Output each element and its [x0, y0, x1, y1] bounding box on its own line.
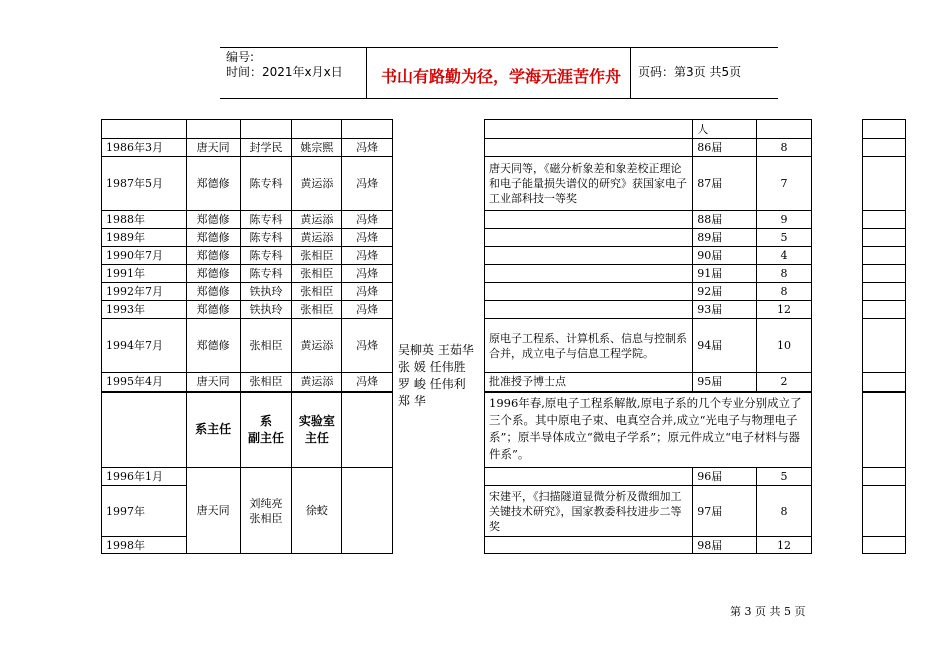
empty-cell — [863, 283, 906, 301]
event-cell — [485, 120, 693, 139]
grade-cell: 91届 — [693, 265, 757, 283]
event-cell — [485, 468, 693, 486]
deputy-cell: 陈专科 — [240, 229, 292, 247]
director-cell: 郑德修 — [186, 229, 240, 247]
lab-director-cell: 张相臣 — [292, 283, 342, 301]
deputy-cell: 铁执玲 — [240, 301, 292, 319]
grade-cell: 93届 — [693, 301, 757, 319]
count-cell: 7 — [757, 157, 812, 211]
lab-director-cell: 徐蛟 — [292, 468, 342, 554]
page-label: 页码：第3页 共5页 — [638, 65, 742, 79]
table-row — [863, 157, 906, 211]
director-cell: 郑德修 — [186, 157, 240, 211]
date-cell: 1997年 — [102, 486, 187, 537]
table-row — [485, 247, 812, 265]
events-table — [484, 119, 812, 554]
deputy-cell — [240, 120, 292, 139]
event-cell — [485, 247, 693, 265]
count-cell: 12 — [757, 537, 812, 554]
deputy-cell: 刘纯亮 张相臣 — [240, 468, 292, 554]
leaders-table — [101, 119, 393, 554]
table-row — [863, 211, 906, 229]
table-row — [863, 468, 906, 486]
count-cell: 8 — [757, 283, 812, 301]
staff-cell: 冯烽 — [342, 265, 393, 283]
time-label: 时间：2021年x月x日 — [226, 65, 343, 79]
table-row — [485, 301, 812, 319]
empty-cell — [863, 229, 906, 247]
date-cell — [102, 120, 187, 139]
header-deputy: 系 副主任 — [240, 392, 292, 468]
count-cell: 5 — [757, 468, 812, 486]
staff-cell: 冯烽 — [342, 373, 393, 392]
grade-cell: 95届 — [693, 373, 757, 392]
table-row — [863, 265, 906, 283]
staff-cell: 冯烽 — [342, 283, 393, 301]
table-row — [863, 139, 906, 157]
table-row — [102, 211, 393, 229]
table-row — [485, 373, 812, 392]
empty-cell — [863, 157, 906, 211]
event-cell — [485, 139, 693, 157]
table-row — [863, 283, 906, 301]
unit-cell: 人 — [693, 120, 757, 139]
director-cell: 唐天同 — [186, 139, 240, 157]
count-cell: 4 — [757, 247, 812, 265]
table-row — [102, 139, 393, 157]
event-cell: 宋建平，《扫描隧道显微分析及微细加工关键技术研究》，国家教委科技进步二等奖 — [485, 486, 693, 537]
table-row — [102, 120, 393, 139]
empty-cell — [863, 537, 906, 554]
table-row — [102, 265, 393, 283]
count-cell: 10 — [757, 319, 812, 373]
director-cell: 郑德修 — [186, 283, 240, 301]
date-cell: 1987年5月 — [102, 157, 187, 211]
table-row — [485, 392, 812, 468]
count-cell: 2 — [757, 373, 812, 392]
count-cell: 5 — [757, 229, 812, 247]
deputy-cell: 陈专科 — [240, 211, 292, 229]
empty-cell — [863, 265, 906, 283]
event-cell — [485, 265, 693, 283]
director-cell: 郑德修 — [186, 247, 240, 265]
table-row — [863, 319, 906, 373]
date-cell: 1996年1月 — [102, 468, 187, 486]
event-cell — [485, 301, 693, 319]
deputy-cell: 陈专科 — [240, 265, 292, 283]
staff-cell: 冯烽 — [342, 229, 393, 247]
table-row — [102, 468, 393, 486]
empty-cell — [863, 301, 906, 319]
page-footer: 第 3 页 共 5 页 — [730, 605, 806, 618]
deputy-cell: 张相臣 — [240, 319, 292, 373]
table-row — [485, 120, 812, 139]
lab-director-cell: 张相臣 — [292, 265, 342, 283]
count-cell: 12 — [757, 301, 812, 319]
table-row — [485, 283, 812, 301]
table-row — [102, 373, 393, 392]
grade-cell: 88届 — [693, 211, 757, 229]
table-row — [485, 157, 812, 211]
table-row — [863, 247, 906, 265]
date-cell: 1989年 — [102, 229, 187, 247]
grade-cell: 86届 — [693, 139, 757, 157]
deputy-cell: 张相臣 — [240, 373, 292, 392]
count-cell — [757, 120, 812, 139]
event-cell: 批准授予博士点 — [485, 373, 693, 392]
staff-cell: 冯烽 — [342, 301, 393, 319]
empty-cell — [863, 486, 906, 537]
date-cell: 1994年7月 — [102, 319, 187, 373]
table-row — [863, 301, 906, 319]
table-row — [102, 319, 393, 373]
empty-cell — [863, 373, 906, 392]
table-row — [102, 157, 393, 211]
director-cell: 郑德修 — [186, 211, 240, 229]
empty-cell — [863, 468, 906, 486]
table-row — [485, 229, 812, 247]
header-director: 系主任 — [186, 392, 240, 468]
director-cell — [186, 120, 240, 139]
count-cell: 8 — [757, 486, 812, 537]
date-cell: 1991年 — [102, 265, 187, 283]
lab-director-cell: 黄运添 — [292, 211, 342, 229]
table-row — [485, 319, 812, 373]
table-row — [485, 139, 812, 157]
grade-cell: 87届 — [693, 157, 757, 211]
table-row — [102, 283, 393, 301]
table-row — [863, 373, 906, 392]
empty-cell — [342, 392, 393, 468]
grade-cell: 94届 — [693, 319, 757, 373]
deputy-cell: 陈专科 — [240, 157, 292, 211]
table-row — [102, 301, 393, 319]
date-cell: 1995年4月 — [102, 373, 187, 392]
lab-director-cell: 姚宗熙 — [292, 139, 342, 157]
lab-director-cell: 黄运添 — [292, 229, 342, 247]
count-cell: 9 — [757, 211, 812, 229]
event-cell: 唐天同等，《磁分析象差和象差校正理论和电子能量损失谱仪的研究》获国家电子工业部科技一等奖 — [485, 157, 693, 211]
stub-table — [862, 119, 906, 554]
reorg-cell: 1996年春,原电子工程系解散,原电子系的几个专业分别成立了三个系。其中原电子束、电真空合并,成立“光电子与物理电子系”；原半导体成立“微电子学系”；原元件成立“电子材料与器件系”。 — [485, 392, 812, 468]
grade-cell: 89届 — [693, 229, 757, 247]
deputy-cell: 铁执玲 — [240, 283, 292, 301]
table-row — [485, 537, 812, 554]
deputy-cell: 陈专科 — [240, 247, 292, 265]
table-header-row — [102, 392, 393, 468]
header-lab-director: 实验室 主任 — [292, 392, 342, 468]
staff-cell: 冯烽 — [342, 157, 393, 211]
table-row — [102, 247, 393, 265]
lab-director-cell: 黄运添 — [292, 319, 342, 373]
director-cell: 郑德修 — [186, 319, 240, 373]
table-row — [485, 265, 812, 283]
table-row — [863, 537, 906, 554]
table-row — [485, 468, 812, 486]
director-cell: 郑德修 — [186, 265, 240, 283]
event-cell — [485, 537, 693, 554]
table-row — [863, 229, 906, 247]
table-row — [102, 229, 393, 247]
date-cell: 1988年 — [102, 211, 187, 229]
motto: 书山有路勤为径，学海无涯苦作舟 — [380, 67, 621, 86]
event-cell — [485, 283, 693, 301]
number-label: 编号: — [226, 50, 255, 64]
count-cell: 8 — [757, 265, 812, 283]
empty-cell — [863, 211, 906, 229]
event-cell: 原电子工程系、计算机系、信息与控制系合并，成立电子与信息工程学院。 — [485, 319, 693, 373]
empty-cell — [863, 139, 906, 157]
staff-cell: 冯烽 — [342, 139, 393, 157]
table-row — [863, 486, 906, 537]
event-cell — [485, 229, 693, 247]
director-cell: 唐天同 — [186, 468, 240, 554]
staff-cell: 冯烽 — [342, 211, 393, 229]
grade-cell: 90届 — [693, 247, 757, 265]
grade-cell: 97届 — [693, 486, 757, 537]
lab-director-cell: 黄运添 — [292, 373, 342, 392]
grade-cell: 96届 — [693, 468, 757, 486]
date-cell: 1992年7月 — [102, 283, 187, 301]
table-row — [863, 120, 906, 139]
page-header — [220, 47, 778, 99]
staff-cell: 冯烽 — [342, 247, 393, 265]
date-cell: 1986年3月 — [102, 139, 187, 157]
grade-cell: 98届 — [693, 537, 757, 554]
lab-director-cell — [292, 120, 342, 139]
lab-director-cell: 张相臣 — [292, 247, 342, 265]
empty-cell — [863, 319, 906, 373]
deputy-cell: 封学民 — [240, 139, 292, 157]
count-cell: 8 — [757, 139, 812, 157]
empty-cell — [863, 120, 906, 139]
lab-director-cell: 张相臣 — [292, 301, 342, 319]
empty-cell — [863, 247, 906, 265]
table-row — [863, 392, 906, 468]
lab-director-cell: 黄运添 — [292, 157, 342, 211]
grade-cell: 92届 — [693, 283, 757, 301]
table-row — [485, 211, 812, 229]
empty-cell — [863, 392, 906, 468]
staff-cell — [342, 120, 393, 139]
table-row — [485, 486, 812, 537]
event-cell — [485, 211, 693, 229]
staff-cell — [342, 468, 393, 554]
date-cell: 1990年7月 — [102, 247, 187, 265]
director-cell: 郑德修 — [186, 301, 240, 319]
staff-cell: 冯烽 — [342, 319, 393, 373]
director-cell: 唐天同 — [186, 373, 240, 392]
faculty-names: 吴柳英 王茹华 张 媛 任伟胜 罗 峻 任伟利 郑 华 — [398, 343, 474, 408]
date-cell: 1998年 — [102, 537, 187, 554]
empty-cell — [102, 392, 187, 468]
date-cell: 1993年 — [102, 301, 187, 319]
